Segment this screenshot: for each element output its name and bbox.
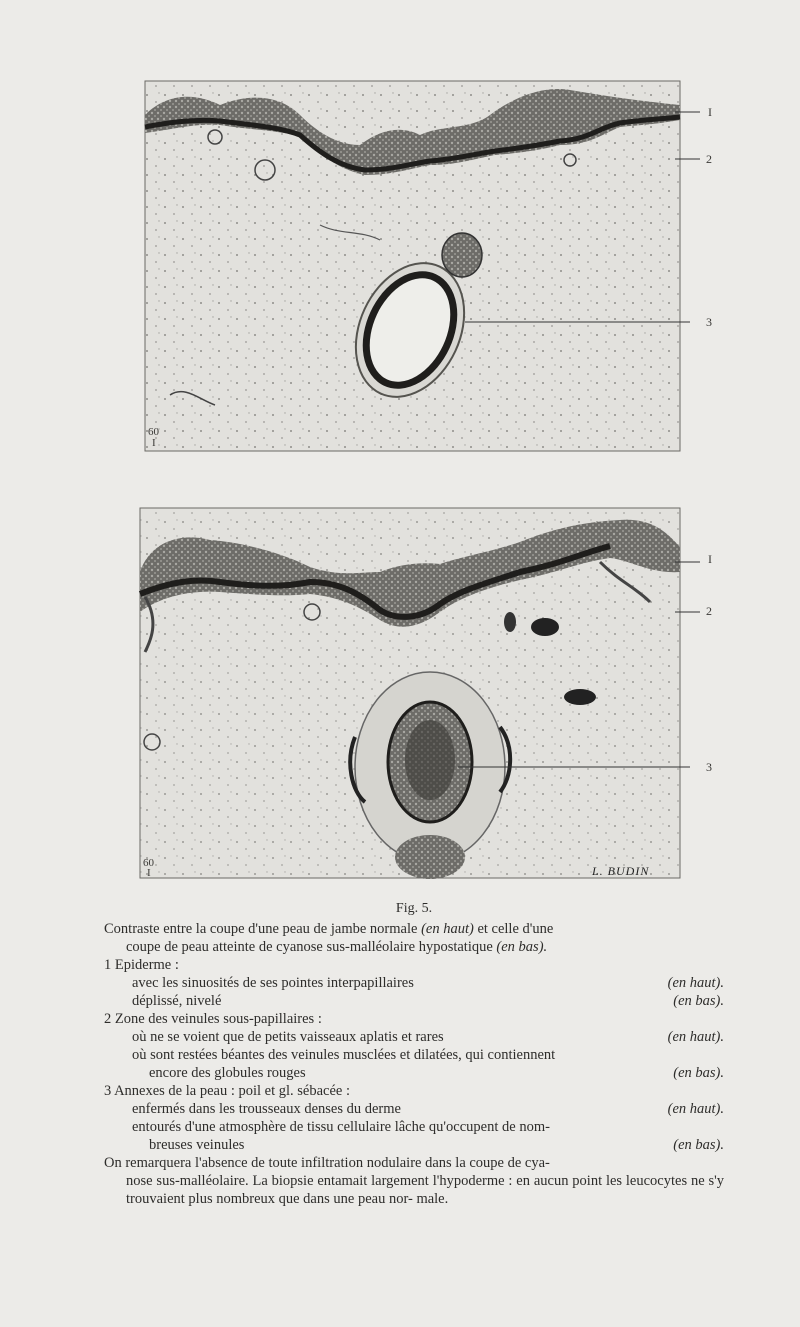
list-item: breuses veinules (en bas).	[149, 1137, 724, 1153]
bottom-callout-1: I	[708, 552, 712, 566]
caption-intro-cont	[104, 938, 724, 956]
closing-line: On remarquera l'absence de toute infiltration nodulaire dans la coupe de cya-	[104, 1155, 550, 1171]
bottom-micrograph	[0, 502, 800, 882]
bottom-callout-3: 3	[706, 760, 712, 774]
top-scale-unit: I	[152, 437, 156, 449]
top-micrograph-drawing	[0, 75, 800, 455]
intro-text-2: coupe de peau atteinte de cyanose sus-malléolaire hypostatique	[126, 939, 493, 955]
figure-label: Fig. 5.	[395, 901, 433, 916]
top-callout-2: 2	[706, 152, 712, 166]
top-callout-1: I	[708, 105, 712, 119]
item-3-heading: 3 Annexes de la peau : poil et gl. sébacée :	[104, 1083, 351, 1099]
item-1	[104, 956, 724, 1010]
item-3	[104, 1082, 724, 1154]
closing-paragraph: nose sus-malléolaire. La biopsie entamait largement l'hypoderme : en aucun point les leucocytes ne s'y trouvaient plus nombreux que dans une peau nor- male.	[126, 1173, 724, 1207]
top-micrograph	[0, 75, 800, 455]
intro-location-2: (en bas).	[496, 939, 548, 955]
list-item: où ne se voient que de petits vaisseaux aplatis et rares (en haut).	[132, 1029, 724, 1045]
item-2	[104, 1010, 724, 1082]
top-scale-number: 60	[148, 426, 159, 438]
list-item: enfermés dans les trousseaux denses du derme (en haut).	[132, 1101, 724, 1117]
intro-text-1-end: et celle d'une	[477, 921, 554, 937]
list-item: entourés d'une atmosphère de tissu cellulaire lâche qu'occupent de nom-	[132, 1119, 550, 1135]
bottom-callout-2: 2	[706, 604, 712, 618]
item-1-heading: 1 Epiderme :	[104, 957, 179, 973]
figure-caption	[104, 900, 724, 1208]
bottom-scale-unit: I	[147, 867, 151, 879]
artist-signature: L. BUDIN	[592, 864, 650, 878]
list-item: avec les sinuosités de ses pointes interpapillaires (en haut).	[132, 975, 724, 991]
item-2-heading: 2 Zone des veinules sous-papillaires :	[104, 1011, 322, 1027]
list-item: déplissé, nivelé (en bas).	[132, 993, 724, 1009]
intro-location-1: (en haut)	[421, 921, 474, 937]
caption-intro	[104, 920, 724, 938]
bottom-scale-number: 60	[143, 857, 154, 869]
list-item: où sont restées béantes des veinules musclées et dilatées, qui contiennent	[132, 1047, 556, 1063]
intro-text-1: Contraste entre la coupe d'une peau de jambe normale	[104, 921, 418, 937]
bottom-micrograph-drawing	[0, 502, 800, 882]
list-item: encore des globules rouges (en bas).	[149, 1065, 724, 1081]
top-callout-3: 3	[706, 315, 712, 329]
